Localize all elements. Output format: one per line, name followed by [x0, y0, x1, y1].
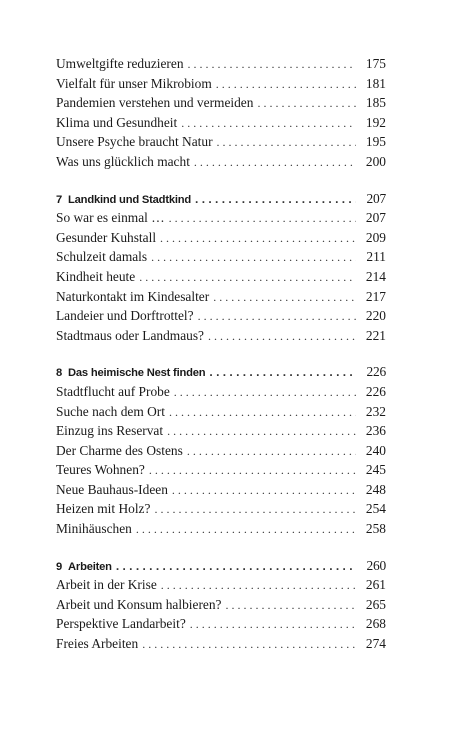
toc-entry-page: 232 [365, 403, 386, 419]
toc-entry[interactable] [56, 521, 386, 541]
toc-entry-page: 258 [365, 521, 386, 537]
toc-entry-page: 195 [365, 134, 386, 150]
toc-entry[interactable] [56, 482, 386, 502]
toc-entry[interactable] [56, 76, 386, 96]
toc-entry-title: Suche nach dem Ort [56, 403, 165, 419]
toc-entry-title: Arbeit in der Krise [56, 577, 157, 593]
toc-entry-title: Pandemien verstehen und vermeiden [56, 95, 254, 111]
leader-dots [257, 96, 356, 111]
toc-entry-page: 265 [365, 596, 386, 612]
toc-section-chapter-7 [56, 191, 386, 348]
toc-entry[interactable] [56, 269, 386, 289]
leader-dots [188, 57, 356, 72]
leader-dots [160, 231, 356, 246]
toc-entry[interactable] [56, 210, 386, 230]
toc-entry[interactable] [56, 404, 386, 424]
chapter-heading-label [56, 561, 112, 573]
toc-entry-title: Naturkontakt im Kindesalter [56, 288, 210, 304]
toc-entry[interactable] [56, 384, 386, 404]
leader-dots [209, 365, 356, 379]
chapter-number: 7 [56, 193, 63, 206]
toc-entry-page: 200 [365, 153, 386, 169]
toc-entry-title: Der Charme des Ostens [56, 442, 183, 458]
toc-entry[interactable] [56, 249, 386, 269]
leader-dots [139, 270, 356, 285]
leader-dots [208, 329, 356, 344]
toc-entry-title: Gesunder Kuhstall [56, 229, 157, 245]
toc-entry-page: 245 [365, 462, 386, 478]
section-spacer [56, 541, 386, 558]
toc-entry[interactable] [56, 289, 386, 309]
leader-dots [169, 405, 356, 420]
toc-entry-page: 240 [365, 442, 386, 458]
toc-entry-page: 211 [366, 249, 386, 265]
toc-entry[interactable] [56, 501, 386, 521]
table-of-contents [56, 56, 386, 656]
toc-entry-page: 254 [365, 501, 386, 517]
leader-dots [154, 502, 356, 517]
leader-dots [190, 617, 356, 632]
leader-dots [217, 135, 356, 150]
toc-entry[interactable] [56, 423, 386, 443]
chapter-number: 8 [56, 367, 63, 380]
leader-dots [161, 578, 356, 593]
toc-entry-title: Neue Bauhaus-Ideen [56, 481, 168, 497]
leader-dots [169, 211, 356, 226]
leader-dots [216, 77, 356, 92]
toc-entry[interactable] [56, 577, 386, 597]
toc-entry-page: 207 [365, 210, 386, 226]
toc-section-chapter-8 [56, 364, 386, 540]
toc-entry-title: Perspektive Landarbeit? [56, 616, 186, 632]
toc-entry[interactable] [56, 95, 386, 115]
toc-entry[interactable] [56, 154, 386, 174]
leader-dots [225, 598, 356, 613]
toc-entry-title: Vielfalt für unser Mikrobiom [56, 75, 212, 91]
toc-entry-page: 175 [365, 56, 386, 71]
toc-entry-page: 214 [365, 268, 386, 284]
toc-entry-page: 236 [365, 423, 386, 439]
toc-entry-title: Teures Wohnen? [56, 462, 145, 478]
chapter-title: Landkind und Stadtkind [68, 193, 192, 206]
chapter-number: 9 [56, 560, 63, 573]
leader-dots [167, 424, 356, 439]
toc-entry-title: Unsere Psyche braucht Natur [56, 134, 213, 150]
toc-entry-title: Stadtmaus oder Landmaus? [56, 327, 205, 343]
toc-entry-page: 217 [365, 288, 386, 304]
toc-entry-page: 181 [365, 75, 386, 91]
toc-entry[interactable] [56, 597, 386, 617]
chapter-page: 207 [366, 190, 386, 206]
toc-entry-title: Einzug ins Reservat [56, 423, 164, 439]
toc-entry-page: 226 [365, 383, 386, 399]
leader-dots [195, 192, 356, 206]
leader-dots [213, 290, 356, 305]
toc-entry-title: Landeier und Dorftrottel? [56, 308, 194, 324]
chapter-page: 226 [366, 364, 386, 380]
leader-dots [198, 309, 356, 324]
toc-entry[interactable] [56, 443, 386, 463]
toc-entry-title: Klima und Gesundheit [56, 114, 178, 130]
toc-entry[interactable] [56, 134, 386, 154]
toc-section-chapter-9 [56, 558, 386, 656]
leader-dots [149, 463, 356, 478]
chapter-heading[interactable] [56, 364, 386, 384]
chapter-heading[interactable] [56, 558, 386, 578]
toc-entry-page: 185 [365, 95, 386, 111]
toc-entry-page: 261 [365, 577, 386, 593]
leader-dots [151, 250, 356, 265]
toc-entry-title: Arbeit und Konsum halbieren? [56, 596, 222, 612]
section-spacer [56, 174, 386, 191]
toc-entry-page: 268 [365, 616, 386, 632]
leader-dots [116, 559, 356, 573]
leader-dots [174, 385, 356, 400]
toc-entry[interactable] [56, 328, 386, 348]
chapter-title: Das heimische Nest finden [68, 367, 206, 380]
toc-entry-title: Kindheit heute [56, 268, 136, 284]
toc-entry[interactable] [56, 462, 386, 482]
leader-dots [136, 522, 356, 537]
toc-entry-page: 209 [365, 229, 386, 245]
leader-dots [181, 116, 356, 131]
toc-entry-title: Stadtflucht auf Probe [56, 383, 170, 399]
toc-entry[interactable] [56, 230, 386, 250]
toc-entry-page: 221 [365, 327, 386, 343]
chapter-heading[interactable] [56, 191, 386, 211]
chapter-heading-label [56, 367, 205, 379]
toc-entry[interactable] [56, 56, 386, 76]
toc-entry[interactable] [56, 616, 386, 636]
toc-entry-title: Freies Arbeiten [56, 636, 139, 652]
leader-dots [187, 444, 356, 459]
leader-dots [172, 483, 356, 498]
toc-entry-page: 192 [365, 114, 386, 130]
toc-entry-title: Was uns glücklich macht [56, 153, 190, 169]
toc-entry-page: 248 [365, 481, 386, 497]
toc-entry-page: 220 [365, 308, 386, 324]
toc-section [56, 56, 386, 174]
toc-entry[interactable] [56, 636, 386, 656]
toc-entry-title: Schulzeit damals [56, 249, 148, 265]
chapter-title: Arbeiten [68, 560, 112, 573]
toc-entry-title: So war es einmal … [56, 210, 165, 226]
section-spacer [56, 347, 386, 364]
toc-entry-title: Heizen mit Holz? [56, 501, 151, 517]
leader-dots [142, 637, 356, 652]
toc-entry[interactable] [56, 308, 386, 328]
chapter-page: 260 [366, 557, 386, 573]
toc-entry-title: Minihäuschen [56, 521, 132, 537]
toc-entry-title: Umweltgifte reduzieren [56, 56, 184, 71]
leader-dots [194, 155, 356, 170]
chapter-heading-label [56, 194, 191, 206]
toc-entry-page: 274 [365, 636, 386, 652]
toc-entry[interactable] [56, 115, 386, 135]
